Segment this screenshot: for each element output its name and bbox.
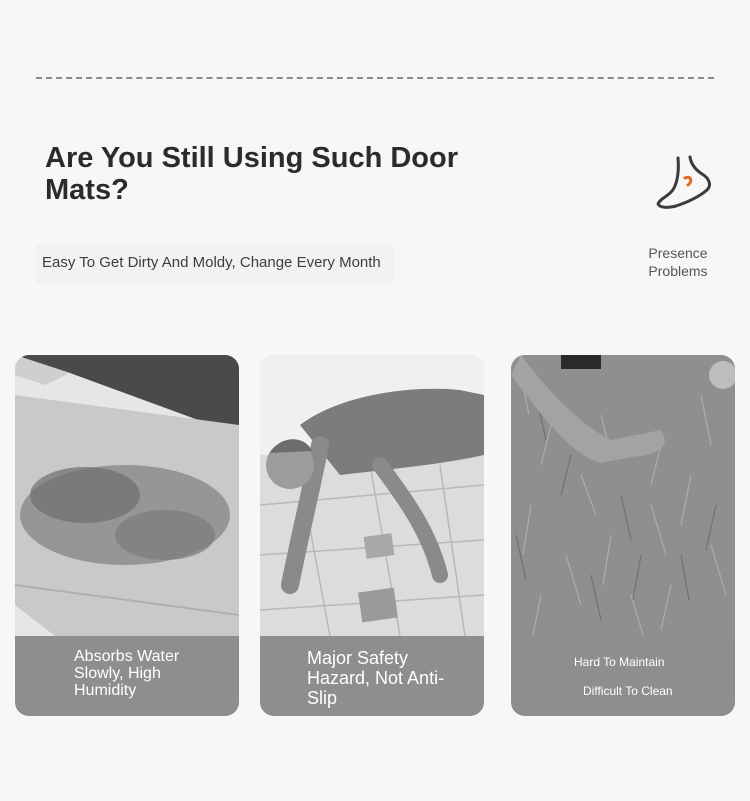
fallen-person-photo [260, 355, 484, 636]
caption-band [260, 636, 484, 716]
shaggy-rug-photo [511, 355, 735, 636]
caption-band [15, 636, 239, 716]
page-subtitle: Easy To Get Dirty And Moldy, Change Every Month [36, 245, 395, 283]
card-caption: Absorbs Water Slowly, High Humidity [74, 648, 180, 699]
dashed-divider [36, 77, 714, 79]
card-caption: Major Safety Hazard, Not Anti-Slip [307, 648, 445, 708]
wet-mat-photo [15, 355, 239, 636]
problem-card-slip [260, 355, 484, 716]
card-caption-line-1: Hard To Maintain [574, 655, 665, 669]
side-label-line-1: Presence [648, 245, 708, 261]
caption-band [511, 636, 735, 716]
card-caption-line-2: Difficult To Clean [583, 684, 673, 698]
problem-card-maintenance [511, 355, 735, 716]
problem-card-dampness [15, 355, 239, 716]
page-title: Are You Still Using Such Door Mats? [45, 142, 459, 206]
foot-icon [652, 152, 716, 216]
side-label-line-2: Problems [648, 263, 708, 279]
presence-problems-label [636, 244, 720, 280]
